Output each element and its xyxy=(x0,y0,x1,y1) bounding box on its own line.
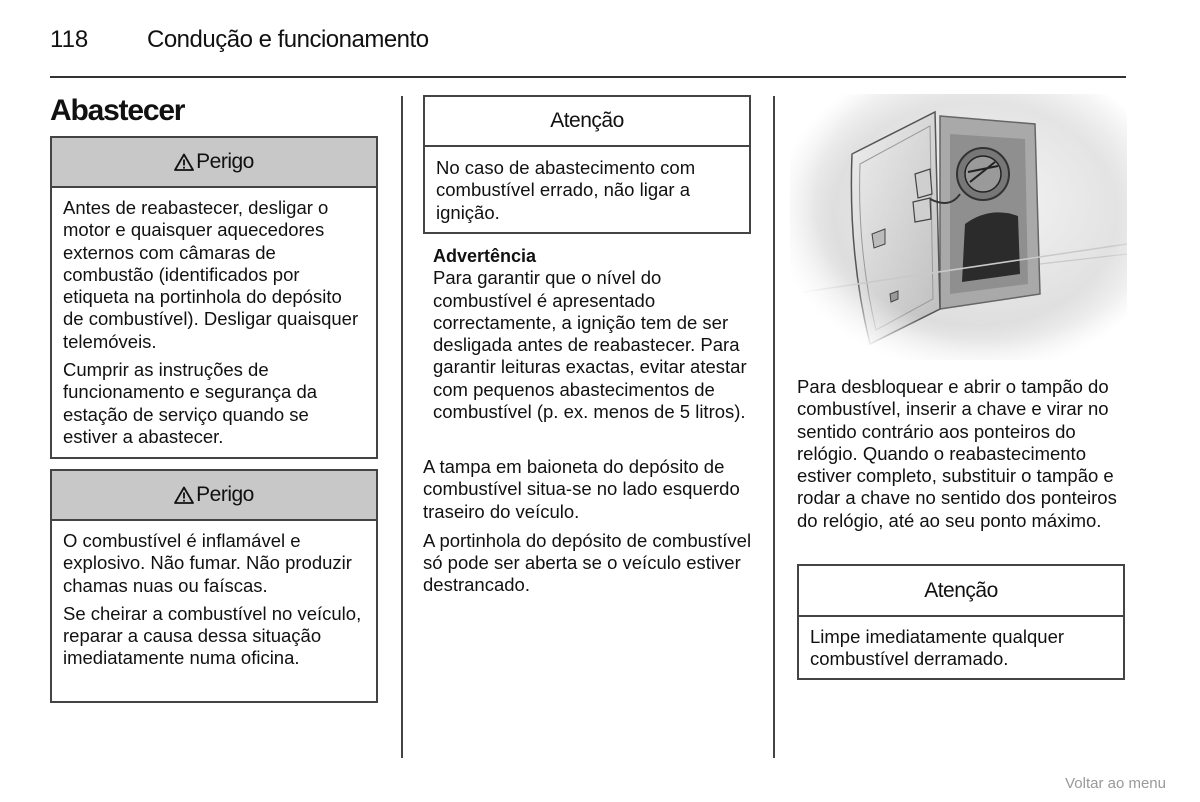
advertencia-block xyxy=(433,245,755,423)
danger-box-2-paragraph-1: O combustível é inflamável e explosivo. Não fumar. Não produzir chamas nuas ou faíscas. xyxy=(63,530,352,596)
attention-box-2 xyxy=(797,564,1125,680)
danger-box-2 xyxy=(50,469,378,703)
attention-box-1-heading: Atenção xyxy=(425,97,749,147)
warning-triangle-icon xyxy=(174,486,194,504)
column-divider-right xyxy=(773,96,775,758)
danger-box-1-header xyxy=(52,138,376,188)
fuel-filler-flap-illustration xyxy=(790,94,1127,360)
danger-box-1-paragraph-1: Antes de reabastecer, desligar o motor e quaisquer aquecedores externos com câmaras de combustão (identificados por etiqueta na portinhola do depósito de combustível). Desligar quaisquer telemóveis. xyxy=(63,197,359,352)
chapter-title: Condução e funcionamento xyxy=(147,26,429,53)
danger-box-1-paragraph-2: Cumprir as instruções de funcionamento e segurança da estação de serviço quando se estiver a abastecer. xyxy=(63,359,318,447)
attention-box-1 xyxy=(423,95,751,234)
back-to-menu-link[interactable]: Voltar ao menu xyxy=(1065,775,1166,792)
middle-paragraph-1: A tampa em baioneta do depósito de combustível situa-se no lado esquerdo traseiro do veículo. xyxy=(423,456,740,522)
page-number: 118 xyxy=(50,26,89,53)
danger-box-1 xyxy=(50,136,378,459)
attention-box-2-text: Limpe imediatamente qualquer combustível derramado. xyxy=(810,626,1065,670)
danger-box-2-heading: Perigo xyxy=(196,483,254,506)
attention-box-1-text: No caso de abastecimento com combustível errado, não ligar a ignição. xyxy=(436,157,696,223)
right-paragraph: Para desbloquear e abrir o tampão do combustível, inserir a chave e virar no sentido contrário aos ponteiros do relógio. Quando o reabastecimento estiver completo, substituir o tampão e rodar a chave no sentido dos ponteiros do relógio, até ao seu ponto máximo. xyxy=(797,376,1117,531)
danger-box-2-paragraph-2: Se cheirar a combustível no veículo, reparar a causa dessa situação imediatamente numa oficina. xyxy=(63,602,362,669)
middle-paragraph-2: A portinhola do depósito de combustível só pode ser aberta se o veículo estiver destrancado. xyxy=(423,529,752,596)
warning-triangle-icon xyxy=(174,153,194,171)
danger-box-2-header xyxy=(52,471,376,521)
advertencia-heading: Advertência xyxy=(433,246,537,266)
danger-box-1-heading: Perigo xyxy=(196,150,254,173)
attention-box-2-heading: Atenção xyxy=(799,566,1123,617)
column-divider-left xyxy=(401,96,403,758)
advertencia-text: Para garantir que o nível do combustível é apresentado correctamente, a ignição tem de ser desligada antes de reabastecer. Para garantir leituras exactas, evitar atestar com pequenos abastecimentos de combustível (p. ex. menos de 5 litros). xyxy=(433,267,747,423)
header-divider xyxy=(50,76,1126,78)
section-title: Abastecer xyxy=(50,94,185,127)
right-text-block xyxy=(797,376,1133,539)
middle-text-block xyxy=(423,456,757,604)
